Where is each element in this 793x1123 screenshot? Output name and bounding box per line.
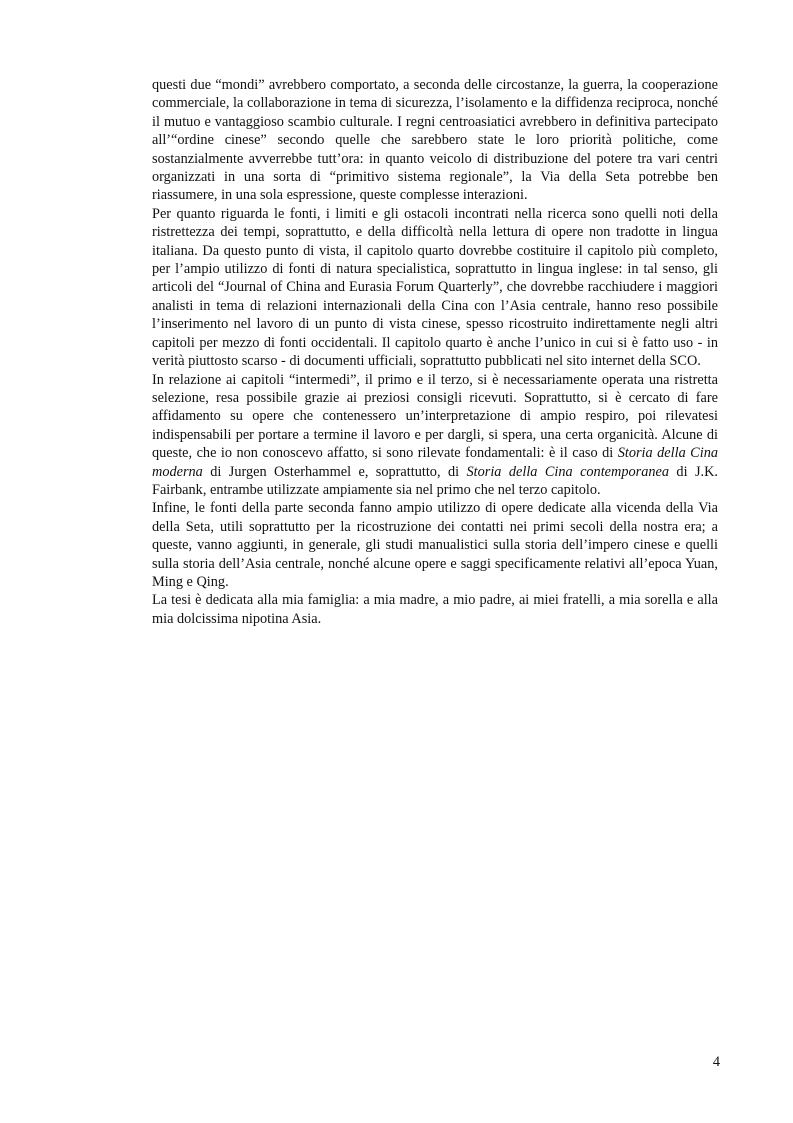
paragraph-3-text-1: In relazione ai capitoli “intermedi”, il primo e il terzo, si è necessariamente operata una ristretta selezione, resa possibile grazie ai preziosi consigli ricevuti. Soprattutto, si è cercato di fare affidamento su opere che contenessero un’interpretazione di ampio respiro, poi rilevatesi indispensabili per portare a termine il lavoro e per dargli, si spera, una certa organicità. Alcune di queste, che io non conoscevo affatto, si sono rilevate fondamentali: è il caso di [152, 371, 718, 462]
paragraph-2: Per quanto riguarda le fonti, i limiti e gli ostacoli incontrati nella ricerca sono quelli noti della ristrettezza dei tempi, soprattutto, e della difficoltà nella lettura di opere non tradotte in lingua italiana. Da questo punto di vista, il capitolo quarto dovrebbe costituire il capitolo più completo, per l’ampio utilizzo di fonti di natura specialistica, soprattutto in lingua inglese: in tal senso, gli articoli del “Journal of China and Eurasia Forum Quarterly”, che dovrebbe racchiudere i maggiori analisti in tema di relazioni internazionali della Cina con l’Asia centrale, hanno reso possibile l’inserimento nel lavoro di un punto di vista cinese, spesso ricostruito indirettamente negli altri capitoli per mezzo di fonti occidentali. Il capitolo quarto è anche l’unico in cui si è fatto uso - in verità piuttosto scarso - di documenti ufficiali, soprattutto pubblicati nel sito internet della SCO. [152, 205, 718, 370]
paragraph-4: Infine, le fonti della parte seconda fanno ampio utilizzo di opere dedicate alla vicenda della Via della Seta, utili soprattutto per la ricostruzione dei contatti nei primi secoli della nostra era; a queste, vanno aggiunti, in generale, gli studi manualistici sulla storia dell’impero cinese e quelli sulla storia dell’Asia centrale, nonché alcune opere e saggi specificamente relativi all’epoca Yuan, Ming e Qing. [152, 500, 718, 590]
paragraph-5: La tesi è dedicata alla mia famiglia: a mia madre, a mio padre, ai miei fratelli, a mia sorella e alla mia dolcissima nipotina Asia. [152, 592, 718, 627]
paragraph-1: questi due “mondi” avrebbero comportato, a seconda delle circostanze, la guerra, la cooperazione commerciale, la collaborazione in tema di sicurezza, l’isolamento e la diffidenza reciproca, nonché il mutuo e vantaggioso scambio culturale. I regni centroasiatici avrebbero in definitiva partecipato all’“ordine cinese” secondo quelle che sarebbero state le loro priorità politiche, come sostanzialmente avverrebbe tutt’ora: in quanto veicolo di distribuzione del potere tra vari centri organizzati in una sorta di “primitivo sistema regionale”, la Via della Seta potrebbe ben riassumere, in una sola espressione, queste complesse interazioni. [152, 77, 718, 204]
book-title-storia-cina-contemporanea: Storia della Cina contemporanea [466, 463, 670, 480]
paragraph-3-text-2: di Jurgen Osterhammel e, soprattutto, di [202, 463, 467, 480]
book-title-storia-cina-moderna: Storia della Cina moderna [152, 445, 718, 480]
body-text [152, 76, 718, 628]
paragraph-3-text-3: di J.K. Fairbank, entrambe utilizzate ampiamente sia nel primo che nel terzo capitolo. [152, 463, 718, 498]
paragraph-3 [152, 371, 718, 500]
page-number: 4 [712, 1054, 720, 1070]
